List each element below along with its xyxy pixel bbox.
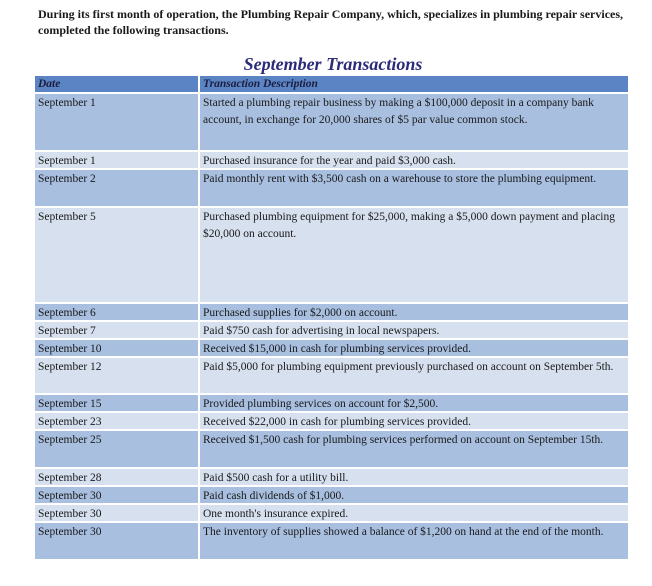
row-description: Provided plumbing services on account for $2,500.	[200, 395, 628, 411]
row-date: September 7	[35, 322, 198, 338]
table-row	[35, 395, 628, 411]
table-row	[35, 322, 628, 338]
row-description: Started a plumbing repair business by making a $100,000 deposit in a company bank account, in exchange for 20,000 shares of $5 par value common stock.	[200, 94, 628, 150]
date-column-header: Date	[35, 76, 198, 92]
row-description: Paid $500 cash for a utility bill.	[200, 469, 628, 485]
row-description: Purchased supplies for $2,000 on account.	[200, 304, 628, 320]
table-row	[35, 170, 628, 206]
table-header-row	[35, 76, 628, 92]
row-description: Received $1,500 cash for plumbing services performed on account on September 15th.	[200, 431, 628, 467]
row-date: September 1	[35, 94, 198, 150]
row-description: Paid $750 cash for advertising in local newspapers.	[200, 322, 628, 338]
description-column-header: Transaction Description	[200, 76, 628, 92]
table-row	[35, 94, 628, 150]
table-row	[35, 208, 628, 302]
row-date: September 28	[35, 469, 198, 485]
row-description: Paid cash dividends of $1,000.	[200, 487, 628, 503]
row-description: Purchased insurance for the year and paid $3,000 cash.	[200, 152, 628, 168]
table-row	[35, 505, 628, 521]
row-date: September 1	[35, 152, 198, 168]
row-date: September 25	[35, 431, 198, 467]
row-description: One month's insurance expired.	[200, 505, 628, 521]
row-description: Paid $5,000 for plumbing equipment previously purchased on account on September 5th.	[200, 358, 628, 393]
row-date: September 30	[35, 487, 198, 503]
table-heading: September Transactions	[243, 54, 423, 74]
intro-text: During its first month of operation, the Plumbing Repair Company, which, specializes in plumbing repair services, completed the following transactions.	[38, 7, 624, 37]
row-description: Purchased plumbing equipment for $25,000, making a $5,000 down payment and placing $20,000 on account.	[200, 208, 628, 302]
row-date: September 10	[35, 340, 198, 356]
row-description: Received $22,000 in cash for plumbing services provided.	[200, 413, 628, 429]
table-row	[35, 431, 628, 467]
table-row	[35, 304, 628, 320]
table-row	[35, 340, 628, 356]
row-date: September 2	[35, 170, 198, 206]
table-row	[35, 523, 628, 559]
row-date: September 6	[35, 304, 198, 320]
table-row	[35, 358, 628, 393]
table-row	[35, 413, 628, 429]
row-date: September 30	[35, 505, 198, 521]
row-description: The inventory of supplies showed a balance of $1,200 on hand at the end of the month.	[200, 523, 628, 559]
table-row	[35, 487, 628, 503]
row-date: September 30	[35, 523, 198, 559]
row-date: September 5	[35, 208, 198, 302]
row-date: September 12	[35, 358, 198, 393]
row-date: September 15	[35, 395, 198, 411]
table-row	[35, 152, 628, 168]
row-description: Received $15,000 in cash for plumbing services provided.	[200, 340, 628, 356]
table-row	[35, 469, 628, 485]
row-date: September 23	[35, 413, 198, 429]
row-description: Paid monthly rent with $3,500 cash on a warehouse to store the plumbing equipment.	[200, 170, 628, 206]
